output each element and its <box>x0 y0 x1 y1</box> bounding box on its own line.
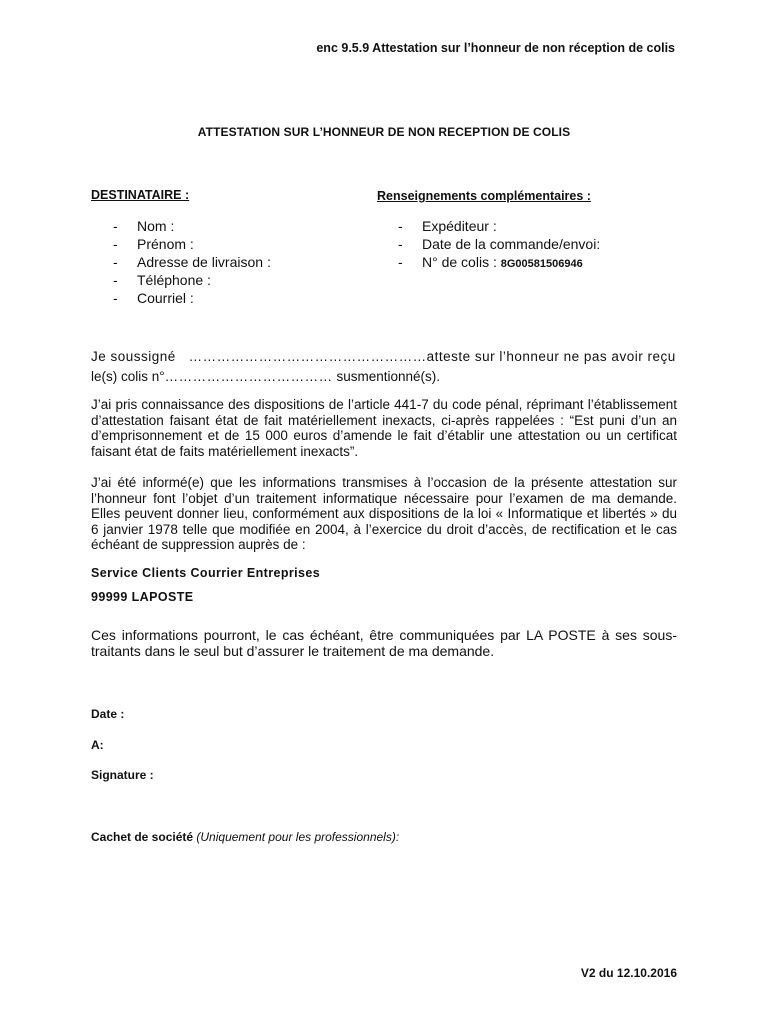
date-label: Date : <box>91 707 125 721</box>
informatique-paragraph: J’ai été informé(e) que les informations transmises à l’occasion de la présente attestation sur l’honneur font l’objet d’un traitement informatique nécessaire pour l’examen de ma demande. Elles peuvent donner lieu, conformément aux dispositions de la loi « Informatique et libertés » du 6 janvier 1978 telle que modifiée en 2004, à l’exercice du droit d’accès, de rectification et le cas échéant de suppression auprès de : <box>91 475 677 552</box>
cachet-line <box>91 830 399 844</box>
renseignements-list <box>398 217 600 271</box>
document-reference: enc 9.5.9 Attestation sur l’honneur de non réception de colis <box>316 41 675 55</box>
renseignements-heading: Renseignements complémentaires : <box>377 189 591 203</box>
place-label: A: <box>91 738 104 752</box>
colis-label: N° de colis : <box>422 254 497 270</box>
list-item: - Adresse de livraison : <box>113 253 271 271</box>
declaration-text: le(s) colis n° <box>91 369 165 384</box>
list-item: - Courriel : <box>113 289 271 307</box>
list-item: - Nom : <box>113 217 271 235</box>
communication-paragraph: Ces informations pourront, le cas échéant, être communiquées par LA POSTE à ses sous-traitants dans le seul but d’assurer le traitement de ma demande. <box>91 627 677 659</box>
list-item: - Téléphone : <box>113 271 271 289</box>
declaration-line-1 <box>91 349 677 365</box>
document-version: V2 du 12.10.2016 <box>580 966 677 980</box>
list-item: - Date de la commande/envoi: <box>398 235 600 253</box>
declaration-line-2 <box>91 369 677 385</box>
declaration-text: atteste sur l’honneur ne pas avoir reçu <box>426 349 676 364</box>
declaration-text: susmentionné(s). <box>336 369 440 384</box>
declaration-text: Je soussigné <box>91 349 176 364</box>
destinataire-heading: DESTINATAIRE : <box>91 188 190 202</box>
list-item <box>398 253 600 271</box>
name-blank: …………………………………………… <box>188 349 427 364</box>
colis-number: 8G00581506946 <box>500 258 583 270</box>
list-item: - Prénom : <box>113 235 271 253</box>
list-item: - Expéditeur : <box>398 217 600 235</box>
cachet-note: (Uniquement pour les professionnels): <box>196 830 400 844</box>
signature-label: Signature : <box>91 768 154 782</box>
cachet-label: Cachet de société <box>91 830 194 844</box>
colis-blank: ……………………………… <box>164 369 333 384</box>
document-title: ATTESTATION SUR L’HONNEUR DE NON RECEPTION DE COLIS <box>197 125 571 139</box>
service-name: Service Clients Courrier Entreprises <box>91 566 321 580</box>
penal-paragraph: J’ai pris connaissance des dispositions de l’article 441-7 du code pénal, réprimant l’établissement d’attestation faisant état de fait matériellement inexacts, ci-après rappelées : “Est puni d’un an d’emprisonnement et de 15 000 euros d’amende le fait d’établir une attestation ou un certificat faisant état de faits matériellement inexacts”. <box>91 397 677 459</box>
service-address: 99999 LAPOSTE <box>91 590 194 604</box>
destinataire-list <box>113 217 271 307</box>
